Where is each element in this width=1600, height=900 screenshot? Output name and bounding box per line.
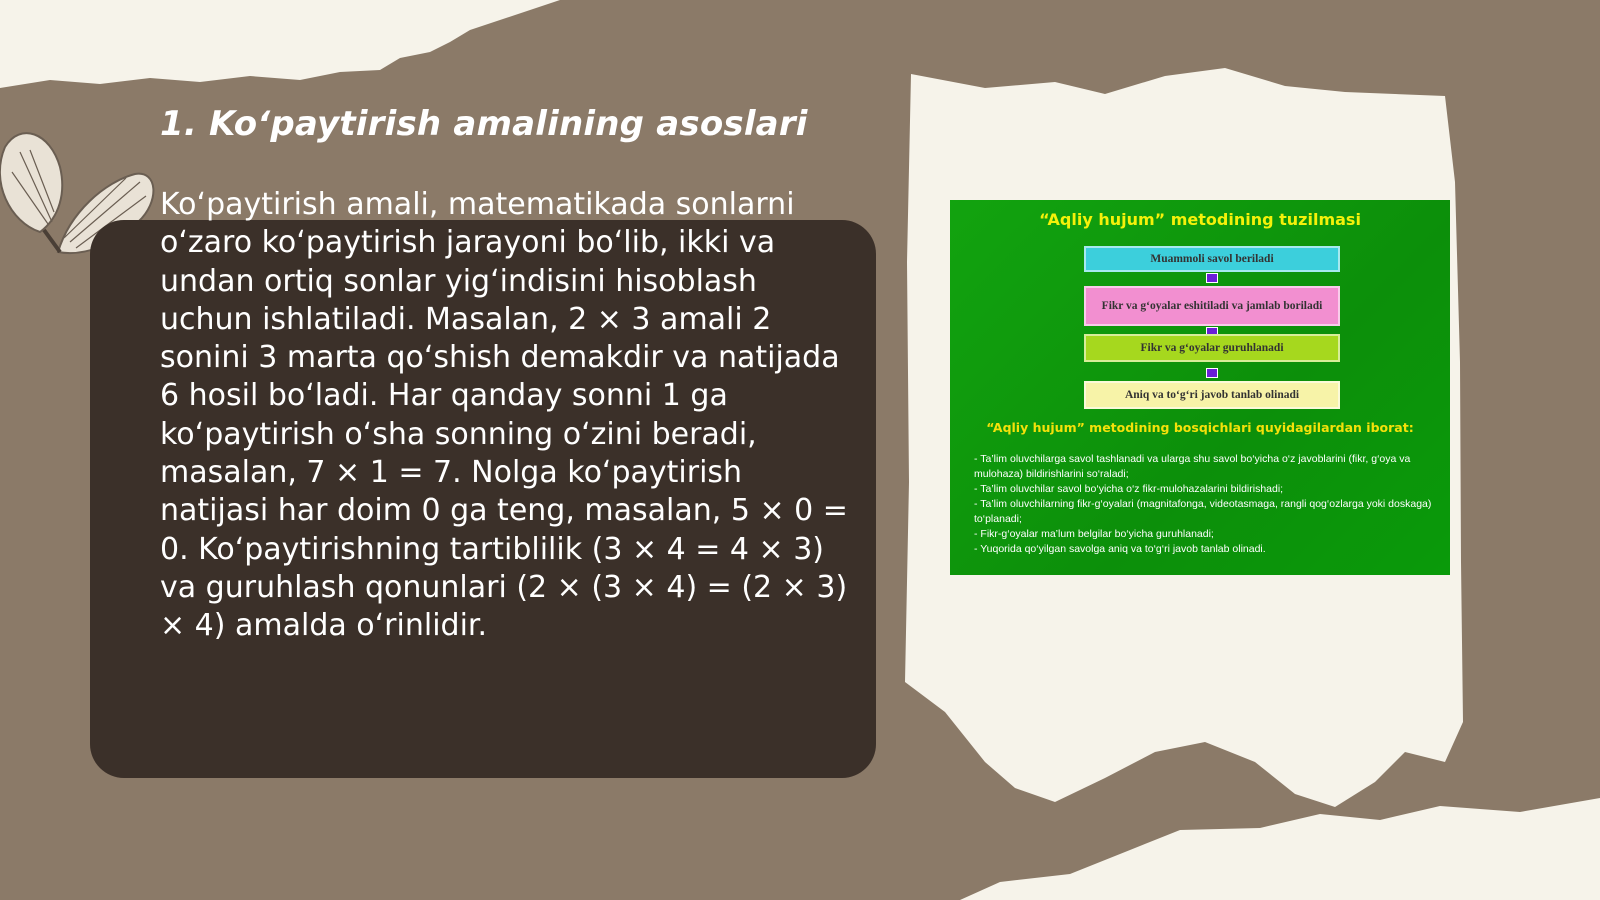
diagram-title: “Aqliy hujum” metodining tuzilmasi xyxy=(1039,210,1361,229)
diagram-step-3: Fikr va g‘oyalar guruhlanadi xyxy=(1084,334,1340,362)
diagram-step-1: Muammoli savol beriladi xyxy=(1084,246,1340,272)
slide-title: 1. Ko‘paytirish amalining asoslari xyxy=(160,104,808,144)
diagram-note: - Ta’lim oluvchilarning fikr-g‘oyalari (magnitafonga, videotasmaga, rangli qog‘ozlarga yoki doskaga) to‘planadi; xyxy=(974,498,1432,525)
slide-body-text: Ko‘paytirish amali, matematikada sonlarni o‘zaro ko‘paytirish jarayoni bo‘lib, ikki va undan ortiq sonlar yig‘indisini hisoblash uchun ishlatiladi. Masalan, 2 × 3 amali 2 sonini 3 marta qo‘shish demakdir va natijada 6 hosil bo‘ladi. Har qanday sonni 1 ga ko‘paytirish o‘sha sonning o‘zini beradi, masalan, 7 × 1 = 7. Nolga ko‘paytirish natijasi har doim 0 ga teng, masalan, 5 × 0 = 0. Ko‘paytirishning tartiblilik (3 × 4 = 4 × 3) va guruhlash qonunlari (2 × (3 × 4) = (2 × 3) × 4) amalda o‘rinlidir. xyxy=(160,187,848,644)
diagram-note: - Ta’lim oluvchilar savol bo‘yicha o‘z fikr-mulohazalarini bildirishadi; xyxy=(974,483,1284,495)
torn-paper-top-left xyxy=(0,0,560,110)
diagram-step-4: Aniq va to‘g‘ri javob tanlab olinadi xyxy=(1084,381,1340,409)
diagram-note: - Fikr-g‘oyalar ma’lum belgilar bo‘yicha guruhlanadi; xyxy=(974,528,1214,540)
diagram-step-2: Fikr va g‘oyalar eshitiladi va jamlab boriladi xyxy=(1084,286,1340,326)
diagram-notes xyxy=(974,452,1436,557)
arrow-down-icon xyxy=(1206,368,1218,378)
diagram-subtitle: “Aqliy hujum” metodining bosqichlari quyidagilardan iborat: xyxy=(986,420,1414,435)
arrow-down-icon xyxy=(1206,273,1218,283)
diagram-note: - Ta’lim oluvchilarga savol tashlanadi va ularga shu savol bo‘yicha o‘z javoblarini (fikr, g‘oya va mulohaza) bildirishlarini so‘raladi; xyxy=(974,453,1411,480)
brainstorm-diagram-image xyxy=(950,200,1450,575)
diagram-note: - Yuqorida qo‘yilgan savolga aniq va to‘g‘ri javob tanlab olinadi. xyxy=(974,543,1266,555)
